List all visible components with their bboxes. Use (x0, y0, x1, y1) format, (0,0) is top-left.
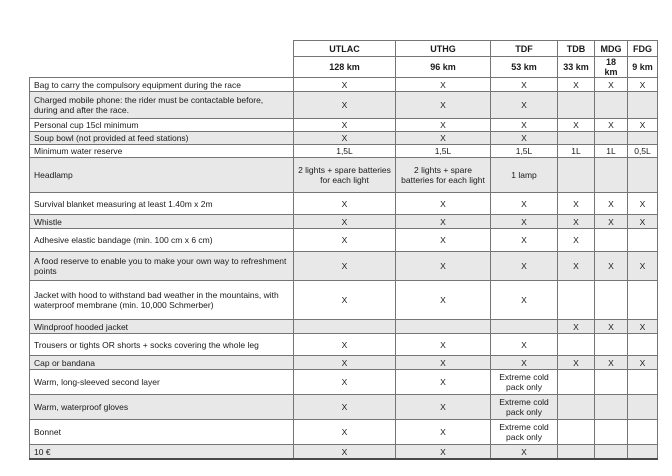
equipment-value-cell: X (628, 320, 658, 334)
column-header-fdg: FDG (628, 41, 658, 57)
equipment-value-cell: X (595, 215, 628, 229)
column-header-uthg: UTHG (396, 41, 491, 57)
equipment-value-cell: 1,5L (491, 145, 558, 158)
equipment-value-cell: X (491, 119, 558, 132)
equipment-table (29, 40, 658, 460)
equipment-value-cell: X (491, 229, 558, 252)
table-row (30, 320, 658, 334)
equipment-table-body (30, 78, 658, 460)
equipment-value-cell: X (294, 119, 396, 132)
equipment-value-cell: X (595, 252, 628, 281)
equipment-value-cell (558, 281, 595, 320)
equipment-value-cell: X (396, 370, 491, 395)
equipment-value-cell (558, 92, 595, 119)
equipment-value-cell: X (628, 78, 658, 92)
equipment-value-cell (628, 158, 658, 193)
equipment-value-cell (595, 281, 628, 320)
equipment-value-cell: X (396, 215, 491, 229)
equipment-value-cell: X (294, 92, 396, 119)
equipment-value-cell: 2 lights + spare batteries for each light (396, 158, 491, 193)
equipment-value-cell: Extreme cold pack only (491, 370, 558, 395)
equipment-label: Trousers or tights OR shorts + socks covering the whole leg (30, 334, 294, 356)
equipment-label: Adhesive elastic bandage (min. 100 cm x 6 cm) (30, 229, 294, 252)
equipment-value-cell: X (396, 229, 491, 252)
equipment-value-cell (628, 420, 658, 445)
table-row (30, 356, 658, 370)
equipment-value-cell: X (396, 252, 491, 281)
equipment-value-cell (628, 281, 658, 320)
equipment-value-cell: X (595, 193, 628, 215)
table-row (30, 334, 658, 356)
equipment-value-cell: X (595, 78, 628, 92)
equipment-value-cell: X (396, 420, 491, 445)
equipment-value-cell: X (294, 395, 396, 420)
equipment-value-cell (558, 132, 595, 145)
equipment-value-cell: X (396, 193, 491, 215)
equipment-value-cell: X (491, 92, 558, 119)
column-distance-uthg: 96 km (396, 57, 491, 78)
equipment-value-cell (628, 370, 658, 395)
column-header-utlac: UTLAC (294, 41, 396, 57)
equipment-value-cell (558, 158, 595, 193)
equipment-value-cell: X (558, 119, 595, 132)
table-row (30, 370, 658, 395)
equipment-value-cell: X (595, 320, 628, 334)
equipment-label: Personal cup 15cl minimum (30, 119, 294, 132)
equipment-value-cell (558, 420, 595, 445)
equipment-value-cell: X (558, 215, 595, 229)
equipment-value-cell: X (491, 252, 558, 281)
equipment-value-cell: X (294, 445, 396, 460)
equipment-value-cell (558, 445, 595, 460)
equipment-value-cell: X (558, 229, 595, 252)
equipment-value-cell: Extreme cold pack only (491, 420, 558, 445)
equipment-value-cell: X (628, 356, 658, 370)
table-row (30, 281, 658, 320)
equipment-value-cell: X (628, 119, 658, 132)
equipment-value-cell: X (396, 334, 491, 356)
equipment-value-cell (491, 320, 558, 334)
equipment-value-cell: X (294, 356, 396, 370)
table-row (30, 158, 658, 193)
equipment-value-cell (628, 92, 658, 119)
equipment-label: Headlamp (30, 158, 294, 193)
equipment-value-cell: X (294, 334, 396, 356)
equipment-value-cell: X (558, 193, 595, 215)
equipment-value-cell: X (396, 92, 491, 119)
equipment-value-cell: 1L (558, 145, 595, 158)
equipment-label: Minimum water reserve (30, 145, 294, 158)
equipment-value-cell (628, 445, 658, 460)
equipment-label: Whistle (30, 215, 294, 229)
equipment-value-cell: X (294, 132, 396, 145)
equipment-value-cell: X (558, 78, 595, 92)
equipment-value-cell: 2 lights + spare batteries for each light (294, 158, 396, 193)
table-row (30, 252, 658, 281)
table-row (30, 92, 658, 119)
equipment-value-cell (595, 229, 628, 252)
equipment-value-cell: X (491, 78, 558, 92)
equipment-value-cell: X (491, 281, 558, 320)
column-distance-fdg: 9 km (628, 57, 658, 78)
equipment-value-cell: X (628, 252, 658, 281)
equipment-value-cell: X (491, 215, 558, 229)
equipment-value-cell: X (491, 334, 558, 356)
equipment-value-cell: X (628, 215, 658, 229)
table-row (30, 215, 658, 229)
equipment-value-cell: X (396, 281, 491, 320)
equipment-value-cell: X (396, 445, 491, 460)
equipment-value-cell: X (628, 193, 658, 215)
equipment-value-cell (558, 334, 595, 356)
table-row (30, 119, 658, 132)
equipment-value-cell: X (491, 445, 558, 460)
table-corner-spacer (30, 41, 294, 57)
equipment-value-cell: X (491, 193, 558, 215)
table-row (30, 445, 658, 460)
equipment-label: Jacket with hood to withstand bad weather in the mountains, with waterproof membrane (min. 10,000 Schmerber) (30, 281, 294, 320)
equipment-value-cell (595, 420, 628, 445)
column-header-tdb: TDB (558, 41, 595, 57)
equipment-value-cell: X (396, 119, 491, 132)
table-header (30, 41, 658, 78)
equipment-value-cell: X (294, 229, 396, 252)
equipment-value-cell (628, 229, 658, 252)
equipment-value-cell (595, 445, 628, 460)
equipment-label: Cap or bandana (30, 356, 294, 370)
equipment-label: Windproof hooded jacket (30, 320, 294, 334)
equipment-value-cell: X (294, 252, 396, 281)
equipment-value-cell: 0,5L (628, 145, 658, 158)
equipment-value-cell: X (491, 356, 558, 370)
equipment-label: Bonnet (30, 420, 294, 445)
equipment-label: A food reserve to enable you to make your own way to refreshment points (30, 252, 294, 281)
equipment-value-cell (558, 370, 595, 395)
table-row (30, 145, 658, 158)
column-distance-utlac: 128 km (294, 57, 396, 78)
equipment-value-cell (595, 158, 628, 193)
equipment-value-cell (595, 334, 628, 356)
column-distance-tdf: 53 km (491, 57, 558, 78)
equipment-value-cell: X (491, 132, 558, 145)
equipment-value-cell: X (595, 119, 628, 132)
table-row (30, 420, 658, 445)
equipment-value-cell: X (558, 320, 595, 334)
equipment-value-cell: X (396, 395, 491, 420)
table-corner-spacer (30, 57, 294, 78)
equipment-value-cell (558, 395, 595, 420)
equipment-value-cell (595, 395, 628, 420)
equipment-value-cell: 1L (595, 145, 628, 158)
equipment-label: Warm, long-sleeved second layer (30, 370, 294, 395)
equipment-value-cell: X (396, 78, 491, 92)
equipment-value-cell (396, 320, 491, 334)
equipment-label: Bag to carry the compulsory equipment during the race (30, 78, 294, 92)
table-row (30, 193, 658, 215)
equipment-value-cell: X (396, 356, 491, 370)
table-row (30, 78, 658, 92)
equipment-value-cell: X (558, 356, 595, 370)
equipment-value-cell: X (294, 78, 396, 92)
equipment-label: Soup bowl (not provided at feed stations) (30, 132, 294, 145)
equipment-label: Charged mobile phone: the rider must be contactable before, during and after the race. (30, 92, 294, 119)
equipment-value-cell: 1,5L (396, 145, 491, 158)
header-row-distances (30, 57, 658, 78)
equipment-value-cell: X (396, 132, 491, 145)
equipment-value-cell (595, 132, 628, 145)
equipment-value-cell (595, 370, 628, 395)
equipment-value-cell: X (595, 356, 628, 370)
equipment-value-cell (628, 395, 658, 420)
equipment-value-cell: 1 lamp (491, 158, 558, 193)
equipment-value-cell: X (294, 193, 396, 215)
equipment-label: Warm, waterproof gloves (30, 395, 294, 420)
equipment-value-cell: X (294, 420, 396, 445)
table-row (30, 395, 658, 420)
column-distance-mdg: 18 km (595, 57, 628, 78)
equipment-value-cell (628, 132, 658, 145)
equipment-value-cell: X (558, 252, 595, 281)
table-row (30, 229, 658, 252)
column-header-tdf: TDF (491, 41, 558, 57)
equipment-value-cell: X (294, 281, 396, 320)
equipment-value-cell (294, 320, 396, 334)
equipment-value-cell: X (294, 215, 396, 229)
equipment-value-cell (628, 334, 658, 356)
equipment-value-cell: Extreme cold pack only (491, 395, 558, 420)
equipment-value-cell (595, 92, 628, 119)
header-row-race-names (30, 41, 658, 57)
column-header-mdg: MDG (595, 41, 628, 57)
equipment-value-cell: 1,5L (294, 145, 396, 158)
equipment-value-cell: X (294, 370, 396, 395)
equipment-label: 10 € (30, 445, 294, 460)
equipment-label: Survival blanket measuring at least 1.40m x 2m (30, 193, 294, 215)
table-row (30, 132, 658, 145)
column-distance-tdb: 33 km (558, 57, 595, 78)
